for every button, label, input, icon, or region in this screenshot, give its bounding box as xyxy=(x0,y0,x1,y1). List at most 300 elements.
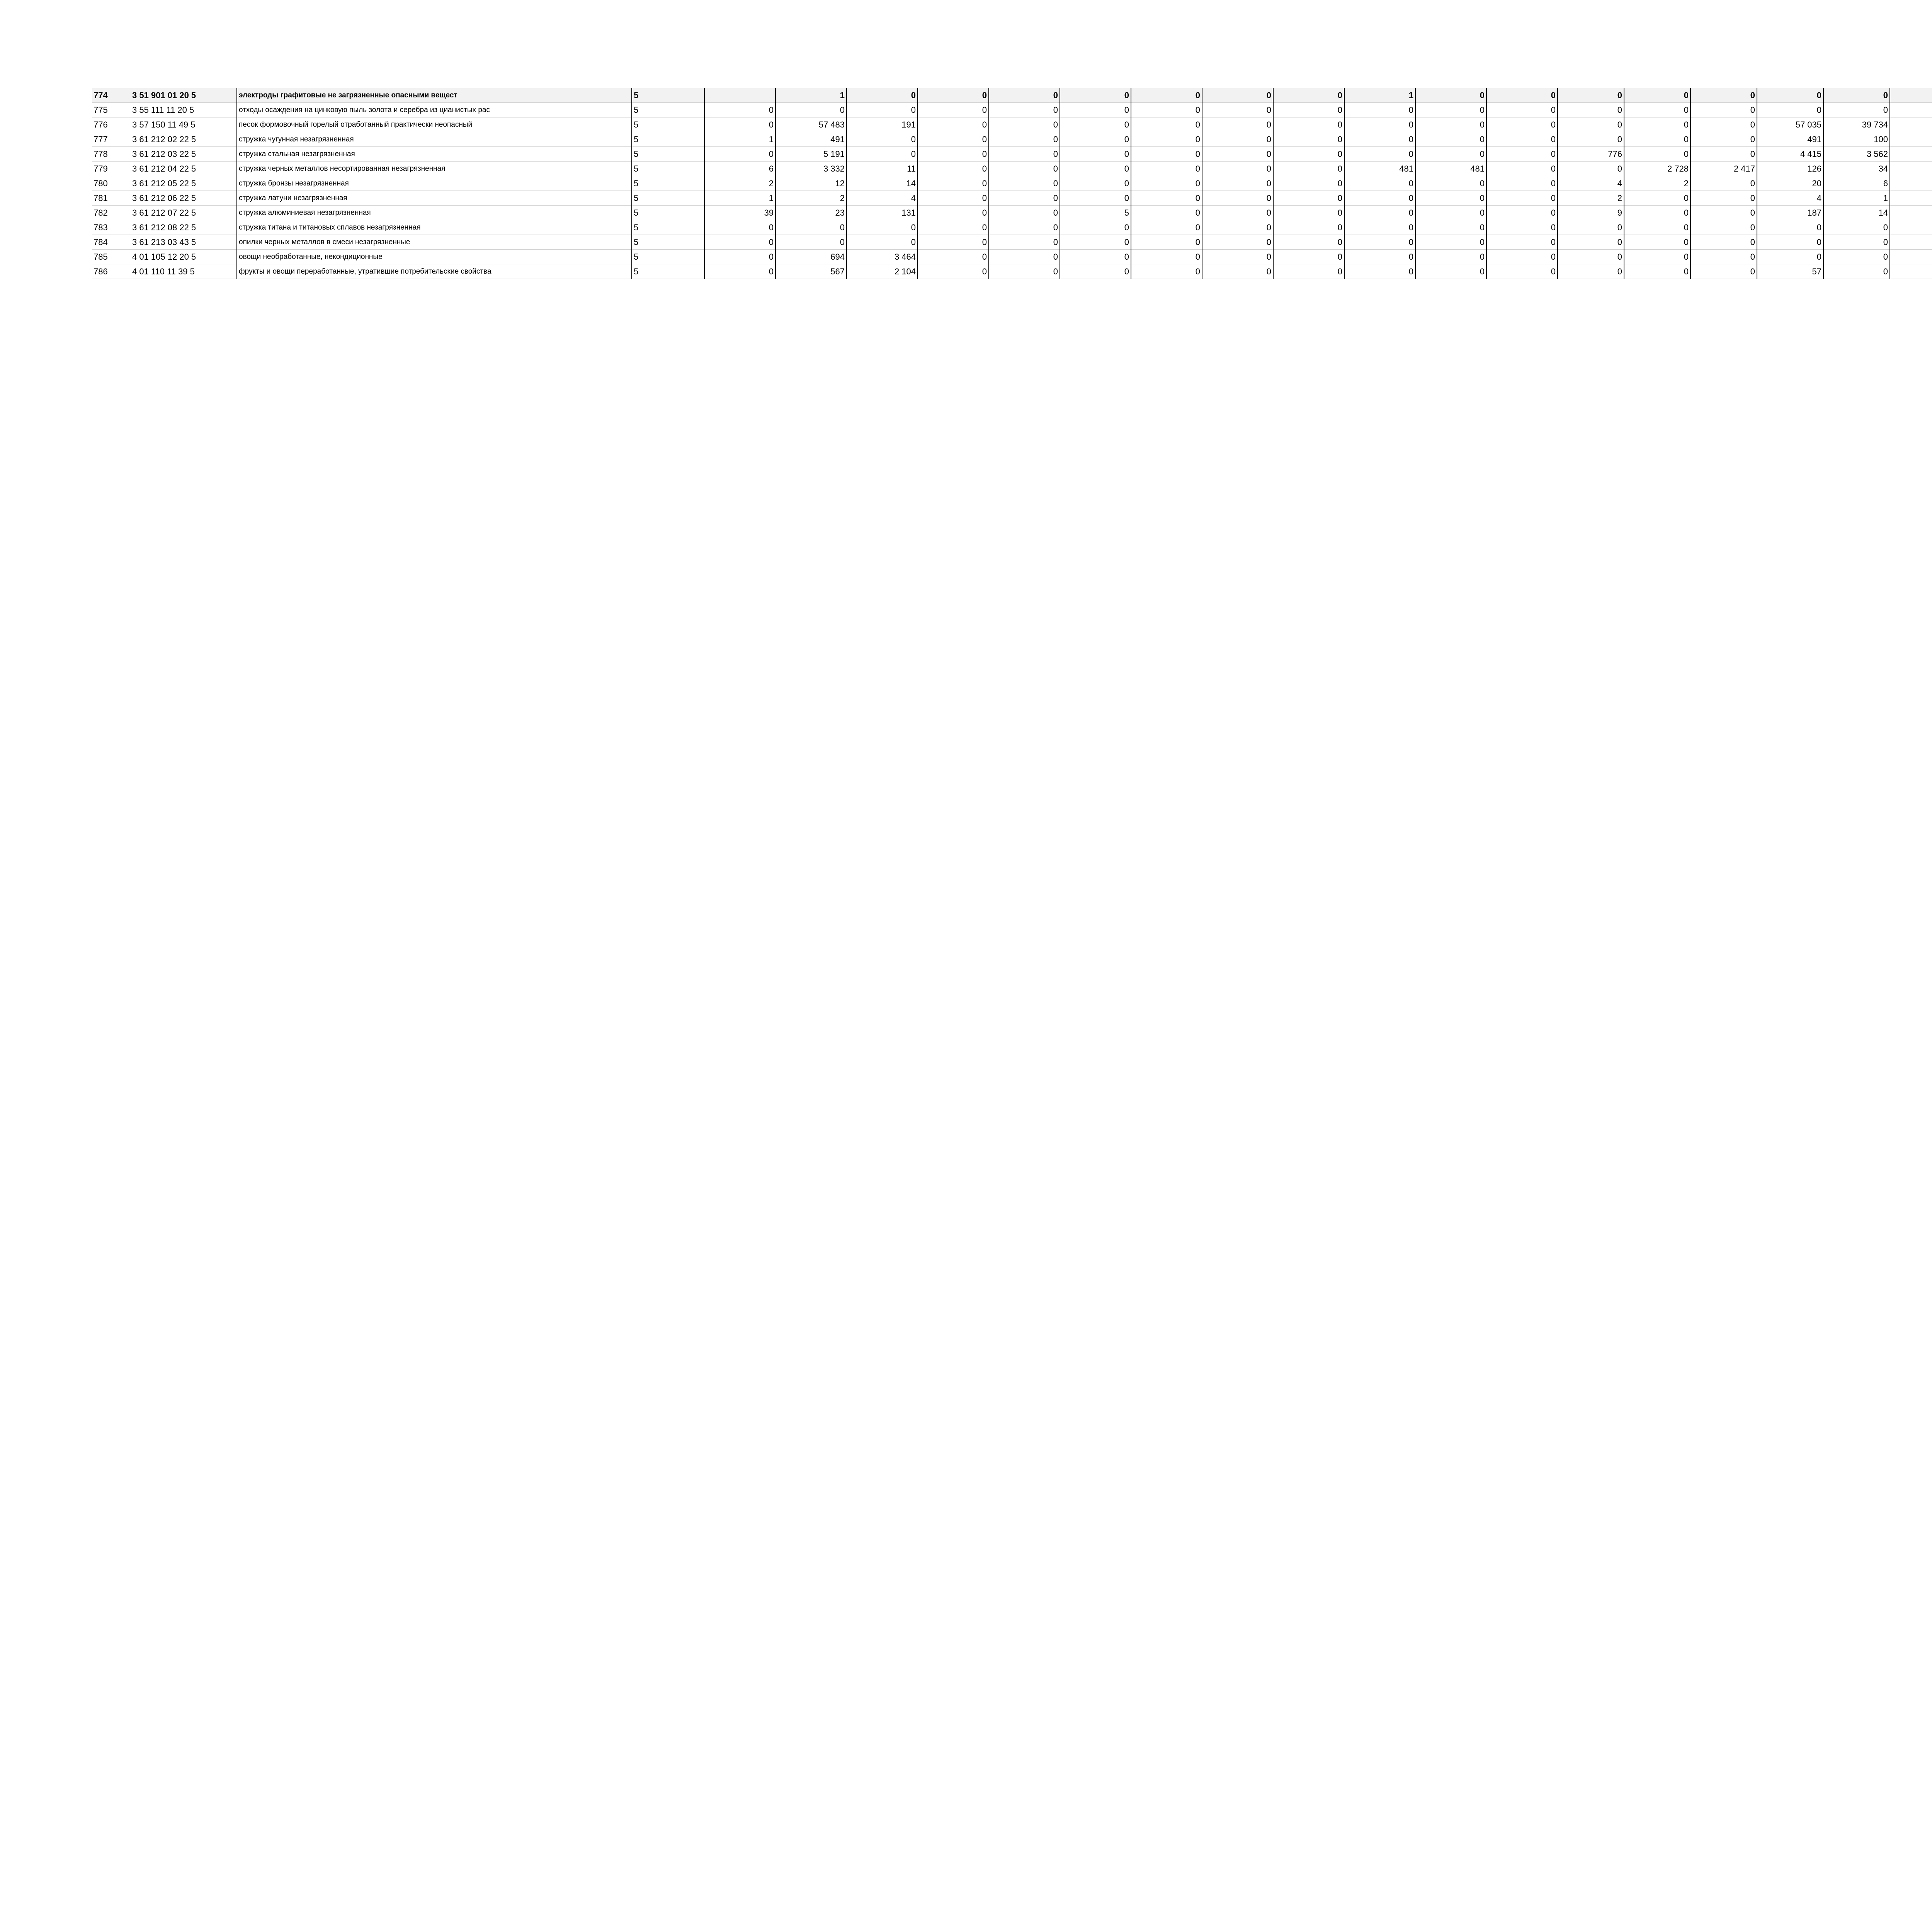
table-cell: 0 xyxy=(1060,191,1131,206)
table-cell: 777 xyxy=(92,132,131,147)
header-cell: 0 xyxy=(1131,88,1202,103)
table-cell: 0 xyxy=(1344,220,1415,235)
table-cell: 0 xyxy=(1273,264,1344,279)
table-cell: 778 xyxy=(92,147,131,162)
table-cell: 780 xyxy=(92,176,131,191)
table-cell: 1 xyxy=(704,132,776,147)
table-cell: 0 xyxy=(1690,191,1757,206)
table-cell: 0 xyxy=(1558,235,1624,250)
table-cell: 0 xyxy=(1131,206,1202,220)
table-cell: 131 xyxy=(847,206,918,220)
table-cell: опилки черных металлов в смеси незагрязненные xyxy=(237,235,632,250)
table-cell: 5 xyxy=(632,176,704,191)
table-cell xyxy=(1890,147,1932,162)
table-cell: 4 01 105 12 20 5 xyxy=(131,250,237,264)
table-cell: 0 xyxy=(847,132,918,147)
table-cell: овощи необработанные, некондиционные xyxy=(237,250,632,264)
table-cell: 0 xyxy=(1624,235,1690,250)
table-cell: 0 xyxy=(1131,176,1202,191)
table-cell: 0 xyxy=(1060,117,1131,132)
table-cell: 0 xyxy=(1690,117,1757,132)
table-cell: 0 xyxy=(1344,235,1415,250)
table-cell: 0 xyxy=(918,103,989,117)
table-cell: 0 xyxy=(1273,117,1344,132)
table-cell: 2 xyxy=(1558,191,1624,206)
table-cell: 0 xyxy=(1273,147,1344,162)
table-cell: 0 xyxy=(918,117,989,132)
table-cell xyxy=(1890,191,1932,206)
table-cell: 0 xyxy=(1624,117,1690,132)
table-cell: 5 xyxy=(632,220,704,235)
table-cell: 0 xyxy=(1624,264,1690,279)
header-cell: 774 xyxy=(92,88,131,103)
header-cell: 3 51 901 01 20 5 xyxy=(131,88,237,103)
table-cell: 23 xyxy=(776,206,847,220)
table-cell: 567 xyxy=(776,264,847,279)
table-cell: 2 104 xyxy=(847,264,918,279)
table-cell: 4 01 110 11 39 5 xyxy=(131,264,237,279)
table-cell: 0 xyxy=(1558,132,1624,147)
table-cell: 0 xyxy=(989,206,1060,220)
table-cell: 5 xyxy=(632,162,704,176)
table-cell: 694 xyxy=(776,250,847,264)
table-cell: 0 xyxy=(989,117,1060,132)
table-row xyxy=(92,235,1932,250)
table-cell: 0 xyxy=(1624,103,1690,117)
table-cell: 481 xyxy=(1415,162,1486,176)
table-cell: 39 xyxy=(704,206,776,220)
table-cell: 0 xyxy=(704,264,776,279)
table-cell: 0 xyxy=(1273,103,1344,117)
table-cell: 5 191 xyxy=(776,147,847,162)
table-cell: 0 xyxy=(1757,103,1823,117)
table-cell: 0 xyxy=(776,103,847,117)
table-cell: 0 xyxy=(1486,103,1558,117)
table-cell: 0 xyxy=(776,235,847,250)
header-cell: 0 xyxy=(989,88,1060,103)
table-cell: 0 xyxy=(1415,117,1486,132)
table-cell: 0 xyxy=(1344,117,1415,132)
table-cell: 0 xyxy=(1823,103,1890,117)
table-cell: 0 xyxy=(918,250,989,264)
table-cell: 11 xyxy=(847,162,918,176)
table-cell: 0 xyxy=(1415,206,1486,220)
table-row xyxy=(92,132,1932,147)
table-cell: 0 xyxy=(704,220,776,235)
table-cell: 5 xyxy=(632,147,704,162)
header-cell: 0 xyxy=(918,88,989,103)
table-cell: 0 xyxy=(1624,191,1690,206)
header-cell: электроды графитовые не загрязненные опасными вещест xyxy=(237,88,632,103)
table-cell: 5 xyxy=(632,132,704,147)
table-cell: 3 61 212 03 22 5 xyxy=(131,147,237,162)
table-row xyxy=(92,264,1932,279)
table-cell: 1 xyxy=(1823,191,1890,206)
table-cell: песок формовочный горелый отработанный практически неопасный xyxy=(237,117,632,132)
table-cell: 0 xyxy=(1823,220,1890,235)
table-cell: 0 xyxy=(989,191,1060,206)
table-cell: 0 xyxy=(1344,191,1415,206)
table-cell: 0 xyxy=(1273,191,1344,206)
table-cell: 0 xyxy=(1273,162,1344,176)
table-cell: 3 57 150 11 49 5 xyxy=(131,117,237,132)
table-cell: 775 xyxy=(92,103,131,117)
table-cell: 0 xyxy=(1202,176,1273,191)
table-cell: фрукты и овощи переработанные, утратившие потребительские свойства xyxy=(237,264,632,279)
table-cell: 0 xyxy=(1344,264,1415,279)
table-cell: 0 xyxy=(989,132,1060,147)
table-row xyxy=(92,117,1932,132)
table-cell: 0 xyxy=(1415,147,1486,162)
table-cell: 0 xyxy=(1558,250,1624,264)
table-cell: 0 xyxy=(918,191,989,206)
table-cell: 0 xyxy=(704,250,776,264)
table-cell: 3 61 212 05 22 5 xyxy=(131,176,237,191)
table-cell: 6 xyxy=(1823,176,1890,191)
table-cell: 0 xyxy=(918,147,989,162)
waste-data-grid xyxy=(92,88,1932,279)
table-cell xyxy=(1890,206,1932,220)
table-cell: 187 xyxy=(1757,206,1823,220)
table-row xyxy=(92,103,1932,117)
table-cell: 0 xyxy=(1486,220,1558,235)
table-cell: 126 xyxy=(1757,162,1823,176)
table-cell: 0 xyxy=(1060,132,1131,147)
table-cell: 0 xyxy=(989,235,1060,250)
table-cell: 0 xyxy=(989,176,1060,191)
table-cell: 5 xyxy=(632,191,704,206)
table-cell xyxy=(1890,162,1932,176)
table-cell: стружка бронзы незагрязненная xyxy=(237,176,632,191)
table-cell: 0 xyxy=(1060,235,1131,250)
table-cell: 5 xyxy=(632,117,704,132)
table-cell: 2 417 xyxy=(1690,162,1757,176)
table-cell: 0 xyxy=(1202,191,1273,206)
table-cell: 3 61 213 03 43 5 xyxy=(131,235,237,250)
table-cell: 0 xyxy=(989,162,1060,176)
table-cell: 776 xyxy=(1558,147,1624,162)
table-cell: 3 61 212 07 22 5 xyxy=(131,206,237,220)
table-row xyxy=(92,191,1932,206)
table-cell: 0 xyxy=(1624,206,1690,220)
waste-table-body xyxy=(92,88,1932,279)
table-cell: 0 xyxy=(1558,117,1624,132)
table-cell: 20 xyxy=(1757,176,1823,191)
table-cell: 5 xyxy=(632,235,704,250)
table-cell: 0 xyxy=(1415,235,1486,250)
table-cell: 3 61 212 08 22 5 xyxy=(131,220,237,235)
table-cell: 0 xyxy=(1273,132,1344,147)
table-cell: 785 xyxy=(92,250,131,264)
table-row xyxy=(92,220,1932,235)
table-cell: 0 xyxy=(1060,103,1131,117)
header-cell: 0 xyxy=(1558,88,1624,103)
header-cell: 0 xyxy=(1202,88,1273,103)
table-cell: 0 xyxy=(1486,250,1558,264)
table-cell: 0 xyxy=(989,220,1060,235)
table-cell: 0 xyxy=(1202,147,1273,162)
table-cell: 1 xyxy=(704,191,776,206)
table-cell: 3 55 111 11 20 5 xyxy=(131,103,237,117)
table-cell: 0 xyxy=(1131,220,1202,235)
table-cell: 0 xyxy=(1624,147,1690,162)
table-row xyxy=(92,147,1932,162)
table-cell: 100 xyxy=(1823,132,1890,147)
table-cell: 481 xyxy=(1344,162,1415,176)
table-row xyxy=(92,162,1932,176)
table-cell: 0 xyxy=(1690,176,1757,191)
table-cell: 0 xyxy=(1690,220,1757,235)
table-cell: 491 xyxy=(1757,132,1823,147)
table-cell: 0 xyxy=(1690,147,1757,162)
table-cell: 0 xyxy=(1757,220,1823,235)
table-cell: 0 xyxy=(1486,191,1558,206)
table-cell: 0 xyxy=(704,147,776,162)
table-cell xyxy=(1890,132,1932,147)
table-cell: 0 xyxy=(1060,220,1131,235)
table-header-row xyxy=(92,88,1932,103)
table-cell: 5 xyxy=(632,250,704,264)
table-cell: 0 xyxy=(1131,103,1202,117)
table-cell: 0 xyxy=(1486,117,1558,132)
table-cell: 0 xyxy=(1131,147,1202,162)
table-cell: 3 61 212 06 22 5 xyxy=(131,191,237,206)
header-cell: 0 xyxy=(1690,88,1757,103)
table-cell: 0 xyxy=(1344,250,1415,264)
table-cell: стружка алюминиевая незагрязненная xyxy=(237,206,632,220)
table-cell: 0 xyxy=(1131,191,1202,206)
table-cell: 0 xyxy=(1415,220,1486,235)
header-cell: 0 xyxy=(1823,88,1890,103)
table-cell: 0 xyxy=(1344,132,1415,147)
table-cell: 0 xyxy=(1202,162,1273,176)
table-cell xyxy=(1890,103,1932,117)
header-cell: 5 xyxy=(632,88,704,103)
table-cell: 0 xyxy=(1486,147,1558,162)
table-cell: стружка чугунная незагрязненная xyxy=(237,132,632,147)
table-cell: 0 xyxy=(989,250,1060,264)
table-cell: 0 xyxy=(918,264,989,279)
table-cell xyxy=(1890,117,1932,132)
header-cell xyxy=(1890,88,1932,103)
table-cell: 6 xyxy=(704,162,776,176)
header-cell: 0 xyxy=(1415,88,1486,103)
table-row xyxy=(92,250,1932,264)
table-cell: 0 xyxy=(1415,191,1486,206)
table-cell: 0 xyxy=(1202,220,1273,235)
table-cell: 0 xyxy=(1757,235,1823,250)
table-cell: 0 xyxy=(1344,206,1415,220)
table-cell: 0 xyxy=(918,220,989,235)
header-cell: 0 xyxy=(1757,88,1823,103)
table-cell: 0 xyxy=(989,103,1060,117)
table-cell: 0 xyxy=(1486,176,1558,191)
table-row xyxy=(92,206,1932,220)
table-cell: 0 xyxy=(1344,176,1415,191)
table-cell: 0 xyxy=(704,235,776,250)
table-cell: 0 xyxy=(1690,132,1757,147)
table-cell: 776 xyxy=(92,117,131,132)
table-cell: 2 xyxy=(704,176,776,191)
table-cell: 0 xyxy=(1131,117,1202,132)
table-cell: 12 xyxy=(776,176,847,191)
table-cell: 0 xyxy=(847,103,918,117)
table-cell: 0 xyxy=(1273,250,1344,264)
table-cell: 0 xyxy=(1202,117,1273,132)
table-cell: 0 xyxy=(918,132,989,147)
table-cell: 0 xyxy=(918,162,989,176)
table-cell: 0 xyxy=(1624,220,1690,235)
table-cell: 0 xyxy=(1060,176,1131,191)
table-cell: 57 xyxy=(1757,264,1823,279)
table-cell xyxy=(1890,264,1932,279)
table-cell: 0 xyxy=(989,264,1060,279)
table-cell: 0 xyxy=(1558,264,1624,279)
table-cell xyxy=(1890,235,1932,250)
table-cell: 57 483 xyxy=(776,117,847,132)
table-cell xyxy=(1890,250,1932,264)
table-cell: 0 xyxy=(1558,220,1624,235)
table-cell: 0 xyxy=(1273,176,1344,191)
table-cell: 0 xyxy=(1202,103,1273,117)
table-cell: 0 xyxy=(1486,162,1558,176)
table-cell: 0 xyxy=(1415,264,1486,279)
table-cell: 0 xyxy=(704,103,776,117)
table-cell: 0 xyxy=(1690,235,1757,250)
table-cell: 2 xyxy=(1624,176,1690,191)
table-cell: 0 xyxy=(1624,250,1690,264)
table-cell: 0 xyxy=(1060,264,1131,279)
table-cell: 0 xyxy=(1344,147,1415,162)
table-cell: 4 xyxy=(1558,176,1624,191)
table-cell: 0 xyxy=(1558,162,1624,176)
table-cell: 34 xyxy=(1823,162,1890,176)
header-cell: 0 xyxy=(847,88,918,103)
table-cell: 3 332 xyxy=(776,162,847,176)
table-cell: 0 xyxy=(1060,250,1131,264)
table-cell: 0 xyxy=(704,117,776,132)
table-cell: 2 xyxy=(776,191,847,206)
table-cell: 3 464 xyxy=(847,250,918,264)
table-cell: 4 415 xyxy=(1757,147,1823,162)
table-cell: 0 xyxy=(776,220,847,235)
header-cell: 0 xyxy=(1624,88,1690,103)
table-cell: 784 xyxy=(92,235,131,250)
table-cell: стружка черных металлов несортированная незагрязненная xyxy=(237,162,632,176)
table-cell: 5 xyxy=(632,103,704,117)
table-cell: 0 xyxy=(1690,206,1757,220)
table-row xyxy=(92,176,1932,191)
table-cell: 0 xyxy=(1690,264,1757,279)
table-cell: 0 xyxy=(1486,264,1558,279)
table-cell: 0 xyxy=(1131,162,1202,176)
table-cell: 57 035 xyxy=(1757,117,1823,132)
table-cell: 0 xyxy=(1757,250,1823,264)
table-cell: 0 xyxy=(1273,206,1344,220)
table-cell: 0 xyxy=(1131,264,1202,279)
table-cell: 4 xyxy=(847,191,918,206)
table-cell: 0 xyxy=(918,235,989,250)
table-cell: 0 xyxy=(1690,250,1757,264)
header-cell: 0 xyxy=(1273,88,1344,103)
table-cell: 0 xyxy=(1131,132,1202,147)
table-cell: 0 xyxy=(847,220,918,235)
table-cell: стружка титана и титановых сплавов незагрязненная xyxy=(237,220,632,235)
table-cell: 0 xyxy=(918,176,989,191)
table-cell: 14 xyxy=(1823,206,1890,220)
table-cell: 0 xyxy=(1060,162,1131,176)
table-cell: 0 xyxy=(1486,132,1558,147)
table-cell: 0 xyxy=(1823,235,1890,250)
table-cell: 786 xyxy=(92,264,131,279)
table-cell: 783 xyxy=(92,220,131,235)
table-cell: 781 xyxy=(92,191,131,206)
table-cell: 0 xyxy=(1273,220,1344,235)
table-cell: 0 xyxy=(1202,264,1273,279)
table-cell: 0 xyxy=(989,147,1060,162)
table-cell: 0 xyxy=(1823,264,1890,279)
table-cell: 0 xyxy=(1415,132,1486,147)
table-cell: 0 xyxy=(1486,206,1558,220)
table-cell: 191 xyxy=(847,117,918,132)
table-cell: 0 xyxy=(918,206,989,220)
table-cell: 0 xyxy=(1415,103,1486,117)
table-cell: отходы осаждения на цинковую пыль золота и серебра из цианистых рас xyxy=(237,103,632,117)
header-cell xyxy=(704,88,776,103)
table-cell: 0 xyxy=(1690,103,1757,117)
table-cell: 3 562 xyxy=(1823,147,1890,162)
table-cell: стружка латуни незагрязненная xyxy=(237,191,632,206)
table-cell: 0 xyxy=(1060,147,1131,162)
table-cell: 0 xyxy=(1202,250,1273,264)
table-cell: 782 xyxy=(92,206,131,220)
table-cell: 491 xyxy=(776,132,847,147)
table-cell: стружка стальная незагрязненная xyxy=(237,147,632,162)
table-cell: 5 xyxy=(632,206,704,220)
header-cell: 0 xyxy=(1060,88,1131,103)
table-cell: 0 xyxy=(1624,132,1690,147)
table-cell: 0 xyxy=(847,235,918,250)
table-cell: 0 xyxy=(1202,235,1273,250)
table-cell: 5 xyxy=(632,264,704,279)
waste-table xyxy=(92,88,1932,279)
table-cell: 0 xyxy=(1131,250,1202,264)
table-cell: 0 xyxy=(1273,235,1344,250)
header-cell: 1 xyxy=(1344,88,1415,103)
table-cell xyxy=(1890,176,1932,191)
table-cell: 0 xyxy=(1344,103,1415,117)
table-cell: 0 xyxy=(1415,250,1486,264)
table-cell: 39 734 xyxy=(1823,117,1890,132)
table-cell: 0 xyxy=(1823,250,1890,264)
table-cell: 3 61 212 02 22 5 xyxy=(131,132,237,147)
table-cell xyxy=(1890,220,1932,235)
table-cell: 0 xyxy=(847,147,918,162)
table-cell: 14 xyxy=(847,176,918,191)
table-cell: 0 xyxy=(1202,132,1273,147)
table-cell: 3 61 212 04 22 5 xyxy=(131,162,237,176)
table-cell: 779 xyxy=(92,162,131,176)
table-cell: 0 xyxy=(1558,103,1624,117)
table-cell: 5 xyxy=(1060,206,1131,220)
header-cell: 1 xyxy=(776,88,847,103)
table-cell: 0 xyxy=(1202,206,1273,220)
table-cell: 0 xyxy=(1486,235,1558,250)
table-cell: 2 728 xyxy=(1624,162,1690,176)
table-cell: 4 xyxy=(1757,191,1823,206)
table-cell: 9 xyxy=(1558,206,1624,220)
table-cell: 0 xyxy=(1415,176,1486,191)
